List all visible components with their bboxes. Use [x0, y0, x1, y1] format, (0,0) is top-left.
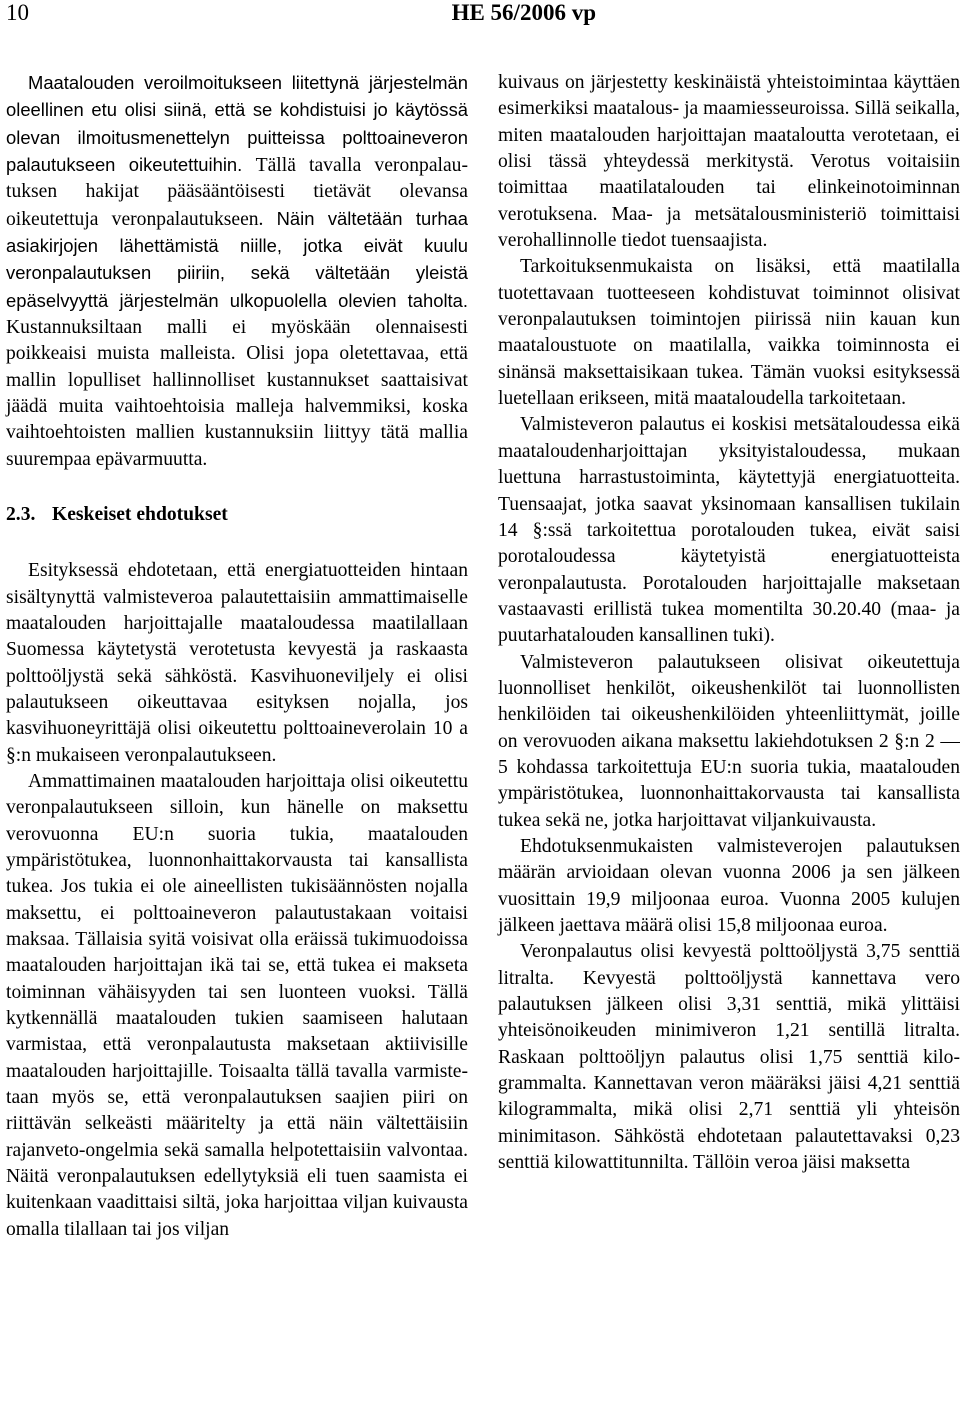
- paragraph: Esityksessä ehdotetaan, että energiatuotteiden hintaan sisältynyttä valmisteveroa palautettaisiin ammattimaiselle maatalouden harjoittajalle maataloudessa maatilallaan Suomessa käytetystä verotetusta kevyestä ja raskaasta polttoöljystä sekä sähköstä. Kasvihuoneviljely ei olisi palautukseen oikeuttavaa esityksen nojalla, jos kasvihuoneyrittäjä olisi oikeutettu polttoaineverolain 10 a §:n mukaiseen veronpalautukseen.: [6, 560, 468, 766]
- paragraph: Ehdotuksenmukaisten valmisteverojen palautuksen määrän arvioidaan olevan vuonna 2006 ja sen jälkeen vuosittain 19,9 miljoonaa euroa. Vuonna 2005 kulujen jälkeen jaettava määrä olisi 15,8 miljoonaa euroa.: [498, 835, 960, 936]
- paragraph: Valmisteveron palautukseen olisivat oikeutettuja luonnolliset henkilöt, oikeushenkilöt tai luonnollisten henkilöiden tai oikeushenkilöiden yhteenliittymät, joille on verovuoden aikana maksettu lakiehdotuksen 2 §:n 2 —5 kohdassa tarkoitettuja EU:n suoria tukia, maatalouden ympäristötukea, luonnonhaittakorvausta tai kansallista tukea sekä ne, jotka harjoittavat viljankuivausta.: [498, 651, 960, 831]
- page-header: [0, 0, 960, 30]
- right-column: [498, 70, 960, 1176]
- paragraph: Tarkoituksenmukaista on lisäksi, että maatilalla tuotettavaan tuotteeseen kohdistuvat toiminnot olisivat veronpalautuksen toimintojen piirissä niin kauan kun maataloustuote on maatilalla, vaikka toiminnosta ei sinänsä maksettaisikaan tukea. Tämän vuoksi esityksessä luetellaan erikseen, mitä maataloudella tarkoitetaan.: [498, 256, 960, 410]
- section-number: 2.3.: [6, 504, 36, 526]
- page-number: 10: [6, 0, 29, 25]
- paragraph: kuivaus on järjestetty keskinäistä yhteistoimintaa käyttäen esimerkiksi maatalous- ja maamiesseuroissa. Sillä seikalla, miten maatalouden harjoittajan maataloutta verotetaan, ei olisi tässä yhteydessä merkitystä. Verotus voitaisiin toimittaa maatilatalouden tai elinkeinotoiminnan verotuksena. Maa- ja metsätalousministeriö toimittaisi verohallinnolle tiedot tuensaajista.: [498, 72, 960, 252]
- left-column: [6, 70, 468, 1243]
- section-heading: [6, 502, 468, 528]
- paragraph: Maatalouden veroilmoitukseen liitettynä järjestelmän oleellinen etu olisi siinä, että se kohdistuisi jo käytössä olevan ilmoitusmenettelyn puitteissa polttoaineveron palautukseen oikeutettuihin. Tällä tavalla veronpalautuksen hakijat pääsääntöisesti tietävät olevansa oikeutettuja veronpalautukseen. Näin vältetään turhaa asiakirjojen lähettämistä niille, jotka eivät kuulu veronpalautuksen piiriin, sekä vältetään yleistä epäselvyyttä järjestelmän ulkopuolella olevien taholta. Kustannuksiltaan malli ei myöskään olennaisesti poikkeaisi muista malleista. Olisi jopa oletettavaa, että mallin lopulliset hallinnolliset kustannukset saattaisivat jäädä muita vaihtoehtoisia malleja halvemmiksi, koska vaihtoehtoisten mallien kustannuksiin liittyy tätä mallia suurempaa epävarmuutta.: [6, 72, 469, 470]
- section-title: Keskeiset ehdotukset: [52, 504, 228, 526]
- document-id: HE 56/2006 vp: [451, 0, 596, 25]
- paragraph: Veronpalautus olisi kevyestä polttoöljystä 3,75 senttiä litralta. Kevyestä polttoöljystä kannettava vero palautuksen jälkeen olisi 3,31 senttiä, mikä ylittäisi yhteisönoikeuden minimiveron 1,21 sentillä litralta. Raskaan polttoöljyn palautus olisi 1,75 senttiä kilogrammalta. Kannettavan veron määräksi jäisi 4,21 senttiä kilogrammalta, mikä olisi 2,71 senttiä yli yhteisön minimitason. Sähköstä ehdotetaan palautettavaksi 0,23 senttiä kilowattitunnilta. Tällöin veroa jäisi maksetta: [498, 941, 960, 1174]
- paragraph: Valmisteveron palautus ei koskisi metsätaloudessa eikä maataloudenharjoittajan yksityistaloudessa, mukaan luettuna harrastustoiminta, käytettyjä energiatuotteita. Tuensaajat, jotka saavat yksinomaan kansallisen tukilain 14 §:ssä tarkoitettua porotalouden tukea, eivät saisi porotaloudessa käytetyistä energiatuotteista veronpalautusta. Porotalouden harjoittajalle maksetaan vastaavasti erillistä tukea momentilta 30.20.40 (maa- ja puutarhatalouden kansallinen tuki).: [498, 414, 960, 647]
- paragraph: Ammattimainen maatalouden harjoittaja olisi oikeutettu veronpalautukseen silloin, kun hänelle on maksettu verovuonna EU:n suoria tukia, maatalouden ympäristötukea, luonnonhaittakorvausta tai kansallista tukea. Jos tukia ei ole aineellisten tukisäännösten nojalla maksettu, ei polttoaineveron palautustakaan voitaisi maksaa. Tällaisia syitä voisivat olla eräissä tukimuodoissa maatalouden harjoittajan ikä tai se, että tukea ei makseta toiminnan vähäisyyden tai sen luonteen vuoksi. Tällä kytkennällä maatalouden tukien saamiseen halutaan varmistaa, että veronpalautusta maksetaan aktiivisille maatalouden harjoittajille. Toisaalta tällä tavalla varmistetaan myös se, että veronpalautuksen saajien piiri on riittävän selkeästi määritelty ja että näin vältettäisiin rajanveto-ongelmia sekä samalla helpotettaisiin valvontaa. Näitä veronpalautuksen edellytyksiä eli tuen saamista ei kuitenkaan vaadittaisi siltä, joka harjoittaa viljan kuivausta omalla tilallaan tai jos viljan: [6, 770, 468, 1240]
